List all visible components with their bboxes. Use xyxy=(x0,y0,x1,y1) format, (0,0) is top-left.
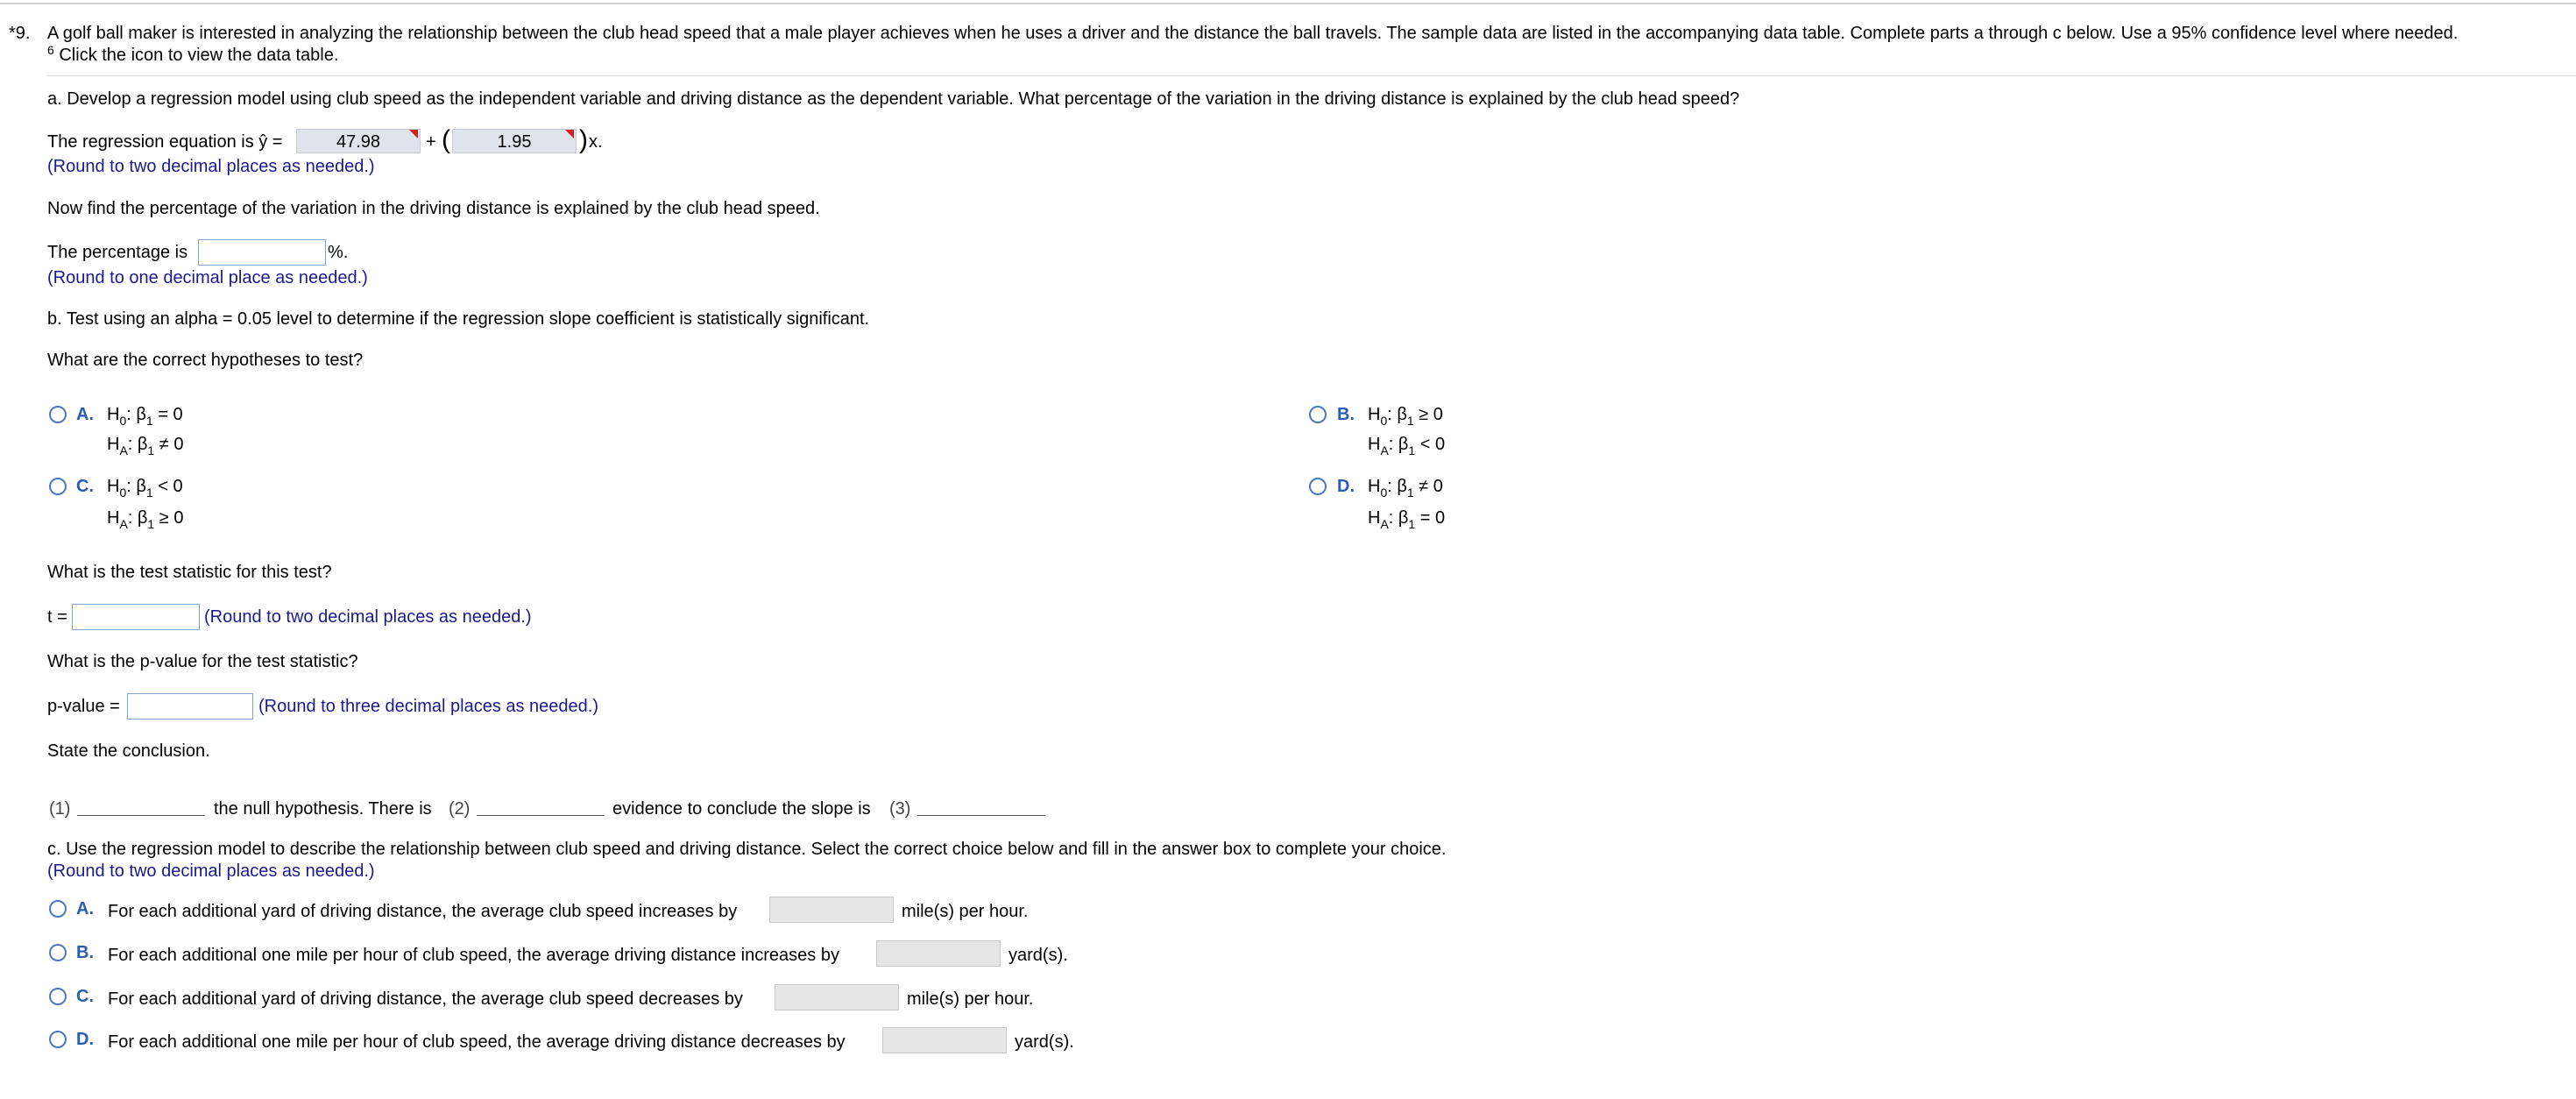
test-statistic-question: What is the test statistic for this test? xyxy=(47,563,332,582)
part-c-round-hint: (Round to two decimal places as needed.) xyxy=(47,861,375,881)
close-paren: ) xyxy=(579,125,588,154)
now-find-text: Now find the percentage of the variation in the driving distance is explained by the club head speed. xyxy=(47,199,820,218)
intercept-value: 47.98 xyxy=(336,132,381,152)
plus-sign: + xyxy=(426,132,436,152)
option-text: For each additional one mile per hour of club speed, the average driving distance increases by xyxy=(108,946,839,965)
unit-text: mile(s) per hour. xyxy=(907,989,1034,1009)
radio-button[interactable] xyxy=(1309,406,1327,423)
blank-3-label: (3) xyxy=(889,799,911,819)
p-value-question: What is the p-value for the test statistic? xyxy=(47,652,358,671)
blank-3-dropdown[interactable] xyxy=(917,815,1045,816)
hypotheses-question: What are the correct hypotheses to test? xyxy=(47,351,364,370)
t-round-hint: (Round to two decimal places as needed.) xyxy=(204,607,532,627)
x-suffix: x. xyxy=(589,132,603,152)
slope-value: 1.95 xyxy=(497,132,532,152)
percentage-suffix: %. xyxy=(328,243,349,262)
part-b-prompt: b. Test using an alpha = 0.05 level to determine if the regression slope coefficient is statistically significant. xyxy=(47,309,870,329)
option-text: For each additional yard of driving distance, the average club speed decreases by xyxy=(108,989,743,1009)
alt-hypothesis: $H_A$: $\beta_1 \ne 0$ xyxy=(107,435,184,457)
section-divider xyxy=(47,75,2576,76)
radio-button[interactable] xyxy=(1309,478,1327,495)
part-a-prompt: a. Develop a regression model using club speed as the independent variable and driving distance as the dependent variable. What percentage of the variation in the driving distance is explained by the club head speed? xyxy=(47,89,1740,109)
radio-button[interactable] xyxy=(49,944,67,961)
option-letter: A. xyxy=(76,899,94,918)
radio-button[interactable] xyxy=(49,406,67,423)
null-hypothesis: $H_0$: $\beta_1 \ge 0$ xyxy=(1368,405,1443,428)
blank-1-label: (1) xyxy=(49,799,71,819)
question-number: *9. xyxy=(9,24,31,43)
p-value-label: p-value = xyxy=(47,697,120,716)
radio-button[interactable] xyxy=(49,900,67,918)
blank-1-dropdown[interactable] xyxy=(77,815,205,816)
option-letter: D. xyxy=(76,1030,94,1049)
feedback-flag-icon xyxy=(409,130,418,138)
unit-text: mile(s) per hour. xyxy=(902,902,1029,921)
intercept-answer[interactable] xyxy=(296,129,421,153)
regression-equation-label: The regression equation is ŷ = xyxy=(47,132,283,152)
footnote-marker: 6 xyxy=(47,43,54,57)
alt-hypothesis: $H_A$: $\beta_1 \ge 0$ xyxy=(107,508,184,531)
option-letter: A. xyxy=(76,405,94,424)
p-value-input[interactable] xyxy=(127,693,253,720)
blank-2-dropdown[interactable] xyxy=(477,815,605,816)
option-letter: B. xyxy=(76,943,94,962)
data-table-link[interactable] xyxy=(47,45,338,67)
option-text: For each additional one mile per hour of club speed, the average driving distance decreases by xyxy=(108,1032,846,1052)
null-hypothesis: $H_0$: $\beta_1 \ne 0$ xyxy=(1368,477,1443,500)
answer-box[interactable] xyxy=(876,940,1001,967)
conclusion-text-2: evidence to conclude the slope is xyxy=(612,799,871,819)
data-table-link-text: Click the icon to view the data table. xyxy=(59,46,339,65)
percentage-label: The percentage is xyxy=(47,243,188,262)
answer-box[interactable] xyxy=(882,1027,1007,1053)
t-statistic-input[interactable] xyxy=(72,604,200,630)
null-hypothesis: $H_0$: $\beta_1 = 0$ xyxy=(107,405,183,428)
t-label: t = xyxy=(47,607,67,627)
p-value-round-hint: (Round to three decimal places as needed.) xyxy=(258,697,599,716)
blank-2-label: (2) xyxy=(449,799,471,819)
percentage-round-hint: (Round to one decimal place as needed.) xyxy=(47,268,368,287)
alt-hypothesis: $H_A$: $\beta_1 < 0$ xyxy=(1368,435,1446,457)
round-hint: (Round to two decimal places as needed.) xyxy=(47,157,375,176)
null-hypothesis: $H_0$: $\beta_1 < 0$ xyxy=(107,477,183,500)
radio-button[interactable] xyxy=(49,988,67,1005)
part-c-prompt: c. Use the regression model to describe the relationship between club speed and driving distance. Select the correct choice below and fill in the answer box to complete your choice. xyxy=(47,840,1447,859)
unit-text: yard(s). xyxy=(1015,1032,1074,1052)
option-letter: D. xyxy=(1337,477,1355,496)
option-letter: C. xyxy=(76,477,94,496)
percentage-input[interactable] xyxy=(198,239,326,266)
open-paren: ( xyxy=(442,125,450,154)
answer-box[interactable] xyxy=(775,984,899,1010)
slope-answer[interactable] xyxy=(452,129,577,153)
option-letter: B. xyxy=(1337,405,1355,424)
radio-button[interactable] xyxy=(49,1031,67,1048)
alt-hypothesis: $H_A$: $\beta_1 = 0$ xyxy=(1368,508,1446,531)
conclusion-text-1: the null hypothesis. There is xyxy=(214,799,432,819)
option-letter: C. xyxy=(76,987,94,1006)
option-text: For each additional yard of driving distance, the average club speed increases by xyxy=(108,902,738,921)
unit-text: yard(s). xyxy=(1008,946,1068,965)
top-border xyxy=(0,3,2576,4)
radio-button[interactable] xyxy=(49,478,67,495)
conclusion-label: State the conclusion. xyxy=(47,741,210,761)
question-intro: A golf ball maker is interested in analyzing the relationship between the club head speed that a male player achieves when he uses a driver and the distance the ball travels. The sample data are listed in the accompanying data table. Complete parts a through c below. Use a 95% confidence level where needed. xyxy=(47,24,2459,43)
answer-box[interactable] xyxy=(769,897,894,923)
feedback-flag-icon xyxy=(565,130,574,138)
